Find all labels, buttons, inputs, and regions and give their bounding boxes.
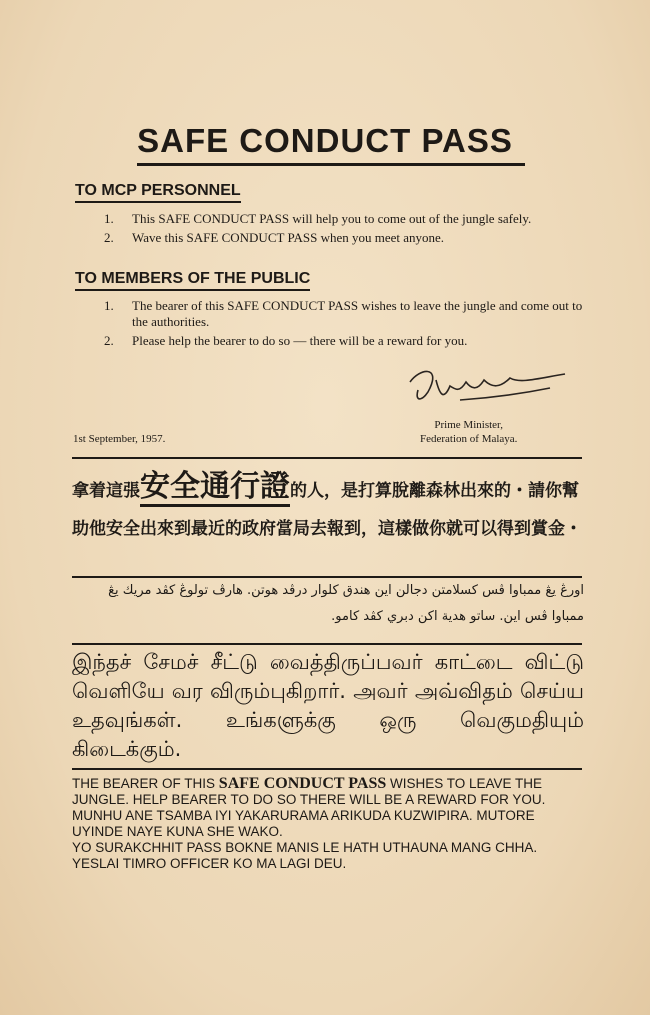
english-text [72,776,587,872]
list-item [104,298,594,330]
signatory [420,418,517,446]
public-list [104,298,594,352]
chinese-safe-conduct-pass: 安全通行證 [140,469,290,507]
item-text: The bearer of this SAFE CONDUCT PASS wishes to leave the jungle and come out to the authorities. [132,298,583,329]
english-message [72,776,587,808]
item-number: 1. [104,211,114,226]
english-pre: THE BEARER OF THIS [72,776,216,791]
mcp-list [104,211,594,249]
chinese-text [72,468,592,548]
english-pass: SAFE CONDUCT PASS [218,775,387,792]
shona-message: MUNHU ANE TSAMBA IYI YAKARURAMA ARIKUDA KUZWIPIRA. MUTORE UYINDE NAYE KUNA SHE WAKO. [72,808,535,839]
item-text: This SAFE CONDUCT PASS will help you to come out of the jungle safely. [132,211,532,226]
item-text: Wave this SAFE CONDUCT PASS when you meet anyone. [132,230,445,245]
tamil-text: இந்தச் சேமச் சீட்டு வைத்திருப்பவர் காட்டை விட்டு வெளியே வர விரும்புகிறார். அவர் அவ்விதம் செய்ய உதவுங்கள். உங்களுக்கு ஒரு வெகுமதியும் கிடைக்கும். [72,650,584,761]
page-title: SAFE CONDUCT PASS [137,122,513,159]
date: 1st September, 1957. [73,433,166,445]
chinese-pre: 拿着這張 [72,481,140,501]
title-underline [137,163,525,166]
chinese-post: 的人，是打算脫離森林出來的・請你幫助他安全出來到最近的政府當局去報到，這樣做你就可以得到賞金・ [72,481,582,539]
item-number: 1. [104,298,114,313]
item-text: Please help the bearer to do so — there will be a reward for you. [132,333,468,348]
signature-image [400,360,570,410]
signatory-org: Federation of Malaya. [420,433,518,445]
item-number: 2. [104,333,114,348]
divider [72,457,582,459]
public-heading: TO MEMBERS OF THE PUBLIC [75,270,310,291]
item-number: 2. [104,230,114,245]
english-post: WISHES TO LEAVE THE JUNGLE. HELP BEARER TO DO SO THERE WILL BE A REWARD FOR YOU. [72,776,546,807]
nepali-message: YO SURAKCHHIT PASS BOKNE MANIS LE HATH UTHAUNA MANG CHHA. YESLAI TIMRO OFFICER KO MA LAGI DEU. [72,840,538,871]
divider [72,768,582,770]
mcp-heading: TO MCP PERSONNEL [75,182,241,203]
jawi-text: اورڠ يڠ ممباوا ڤس كسلامتن دجالن اين هندق كلوار درڤد هوتن. هارڤ تولوڠ كڤد مريك يڠ ممباوا ڤس اين. ساتو هدية اكن دبري كڤد كامو. [108,583,584,624]
signatory-title: Prime Minister, [434,419,504,431]
list-item [104,333,594,349]
list-item [104,230,594,246]
divider [72,643,582,645]
list-item [104,211,594,227]
